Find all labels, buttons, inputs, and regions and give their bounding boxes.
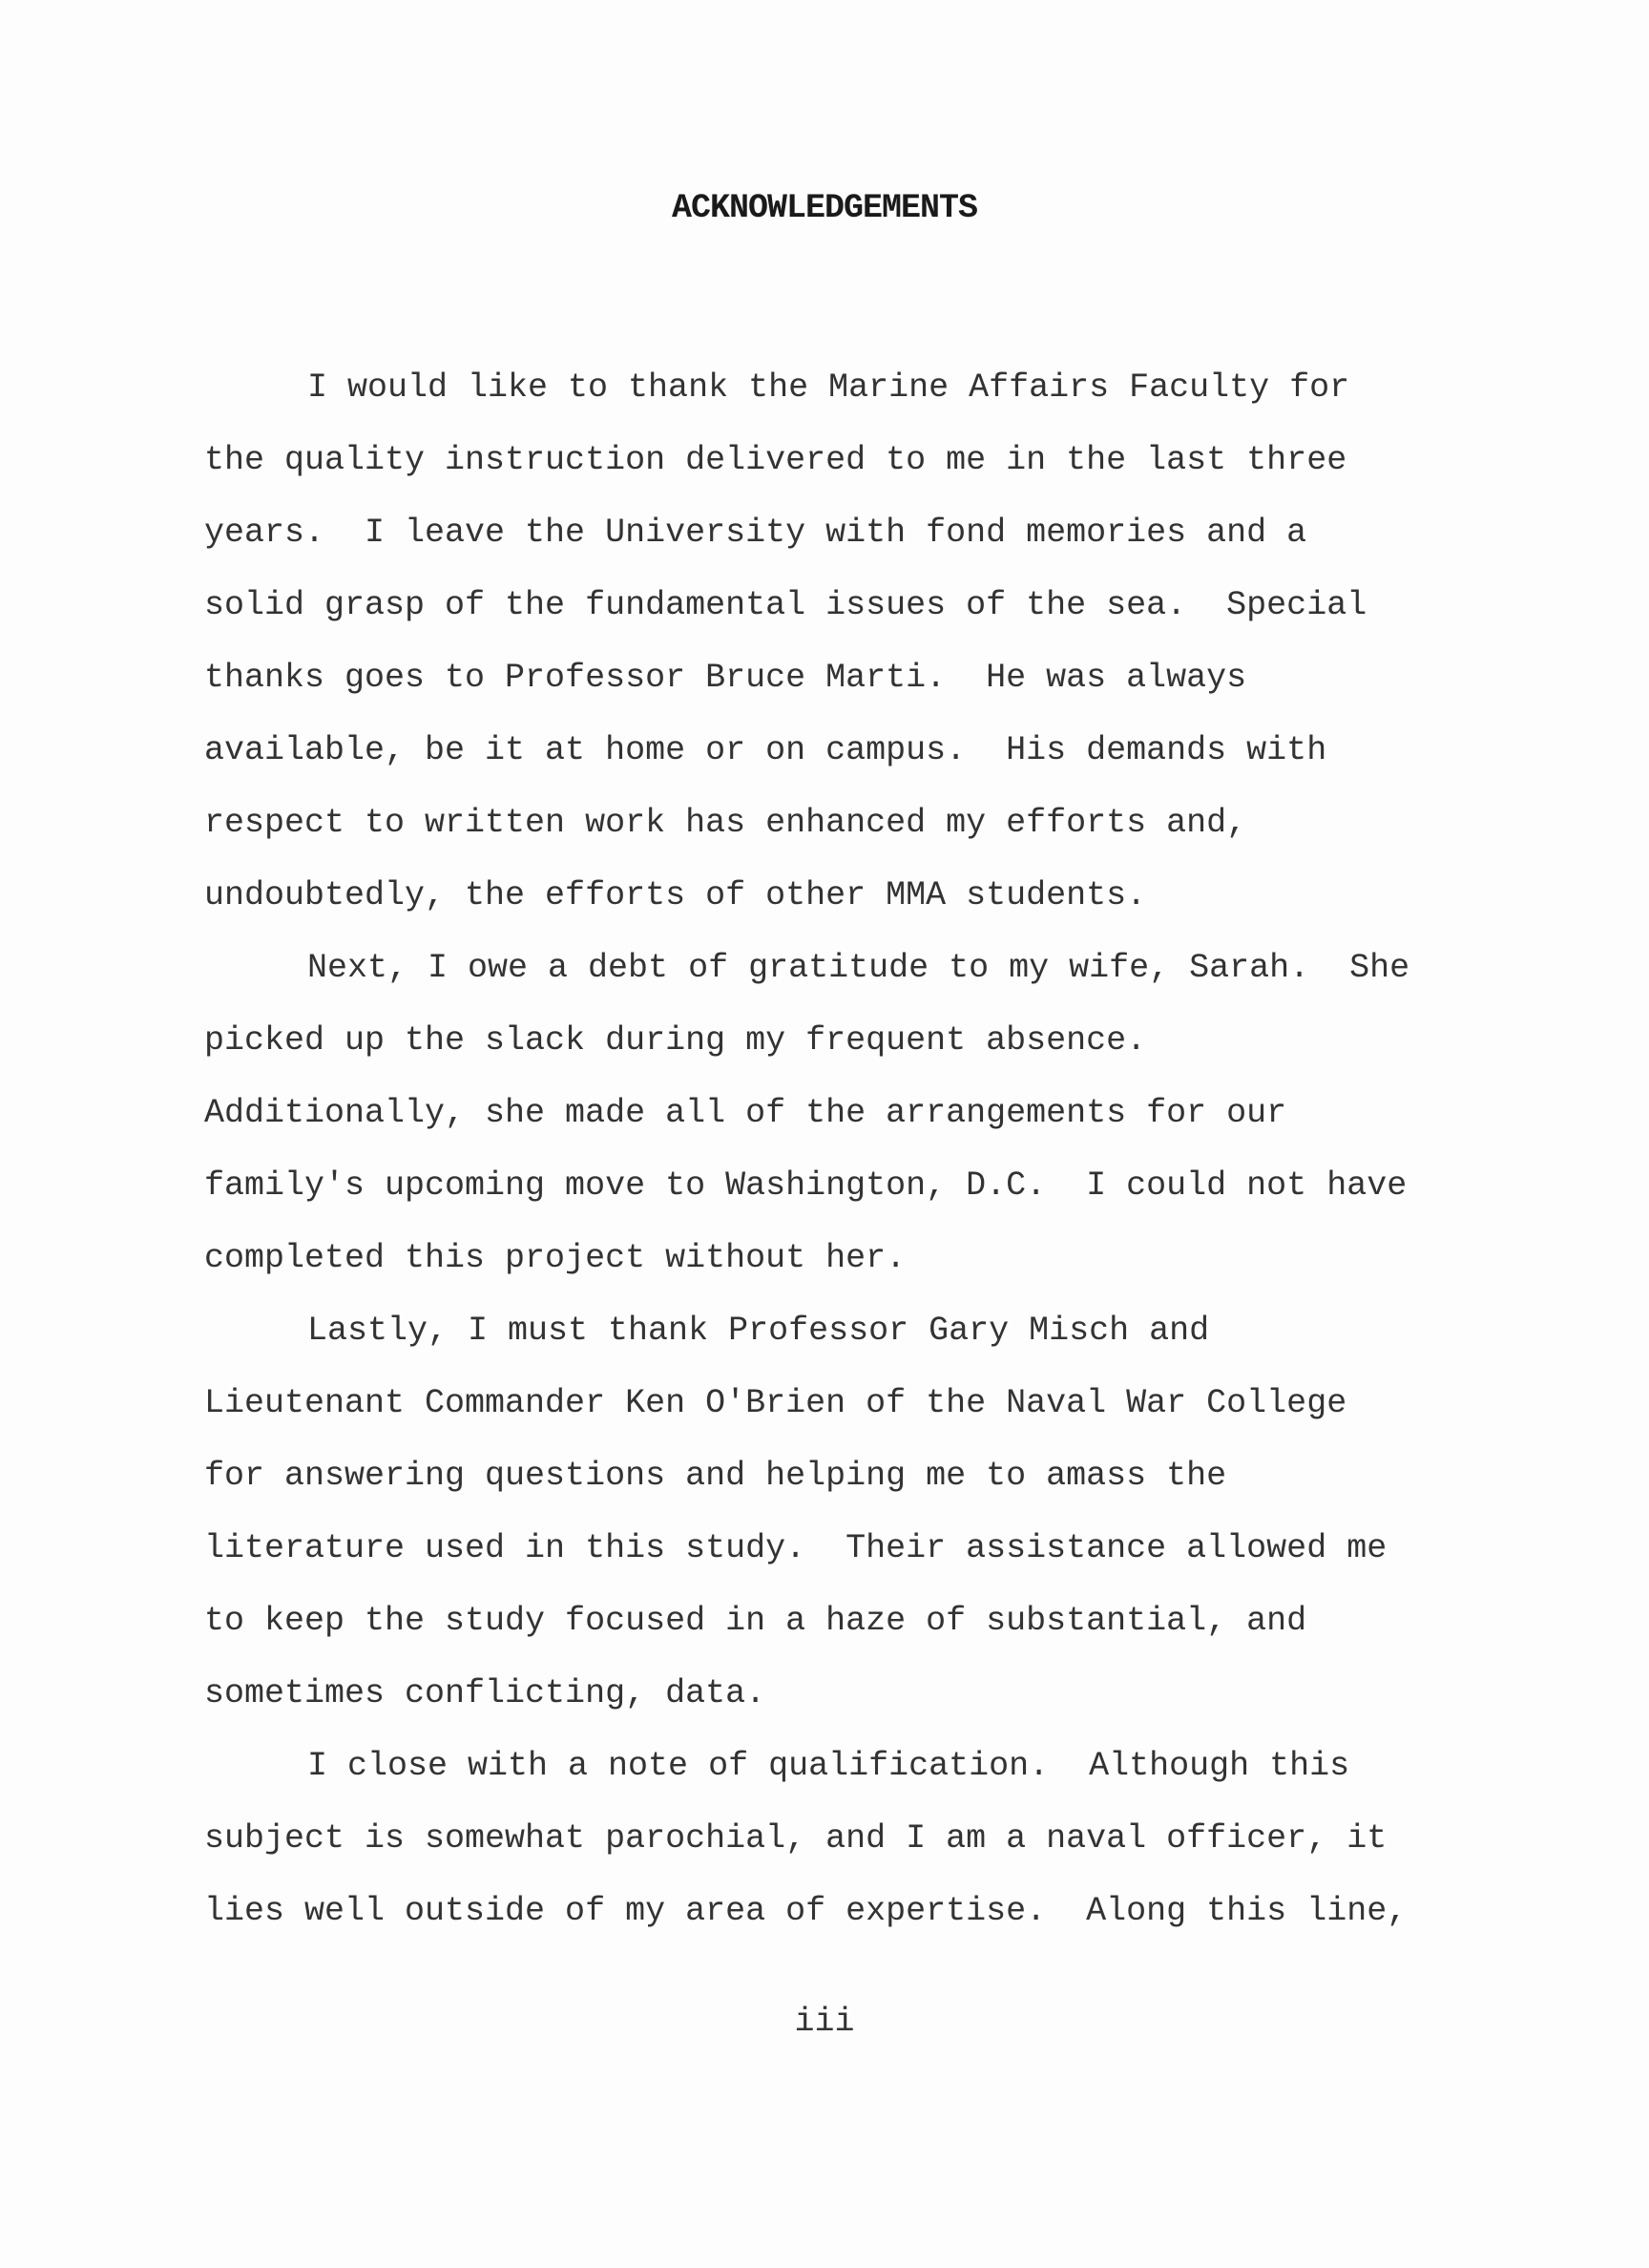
paragraph-1-line-8: undoubtedly, the efforts of other MMA students.: [204, 876, 1147, 914]
paragraph-3-line-2: Lieutenant Commander Ken O'Brien of the Naval War College: [204, 1384, 1347, 1422]
body-text: [204, 351, 1473, 1947]
paragraph-3-line-5: to keep the study focused in a haze of substantial, and: [204, 1602, 1307, 1640]
paragraph-1-line-7: respect to written work has enhanced my efforts and,: [204, 804, 1247, 842]
paragraph-3-line-3: for answering questions and helping me to amass the: [204, 1457, 1227, 1495]
page-number: iii: [794, 2003, 855, 2041]
paragraph-1-line-4: solid grasp of the fundamental issues of the sea. Special: [204, 586, 1367, 624]
paragraph-1-line-2: the quality instruction delivered to me in the last three: [204, 441, 1347, 479]
paragraph-4-line-2: subject is somewhat parochial, and I am a naval officer, it: [204, 1819, 1388, 1858]
page-title: ACKNOWLEDGEMENTS: [671, 189, 978, 227]
paragraph-2-line-3: Additionally, she made all of the arrangements for our: [204, 1094, 1287, 1132]
paragraph-1-line-6: available, be it at home or on campus. His demands with: [204, 731, 1327, 769]
paragraph-2-line-4: family's upcoming move to Washington, D.C. I could not have: [204, 1166, 1408, 1205]
paragraph-4-line-1: I close with a note of qualification. Although this: [307, 1747, 1350, 1785]
paragraph-3-line-1: Lastly, I must thank Professor Gary Misch and: [307, 1312, 1210, 1350]
paragraph-4-line-3: lies well outside of my area of expertise. Along this line,: [204, 1892, 1408, 1930]
paragraph-2-line-1: Next, I owe a debt of gratitude to my wife, Sarah. She: [307, 949, 1410, 987]
paragraph-1-line-1: I would like to thank the Marine Affairs Faculty for: [307, 368, 1350, 407]
paragraph-1-line-3: years. I leave the University with fond memories and a: [204, 514, 1307, 552]
paragraph-2-line-5: completed this project without her.: [204, 1239, 907, 1277]
paragraph-1-line-5: thanks goes to Professor Bruce Marti. He was always: [204, 659, 1247, 697]
paragraph-3-line-4: literature used in this study. Their assistance allowed me: [204, 1529, 1388, 1567]
paragraph-3-line-6: sometimes conflicting, data.: [204, 1674, 766, 1712]
paragraph-2-line-2: picked up the slack during my frequent absence.: [204, 1021, 1147, 1060]
